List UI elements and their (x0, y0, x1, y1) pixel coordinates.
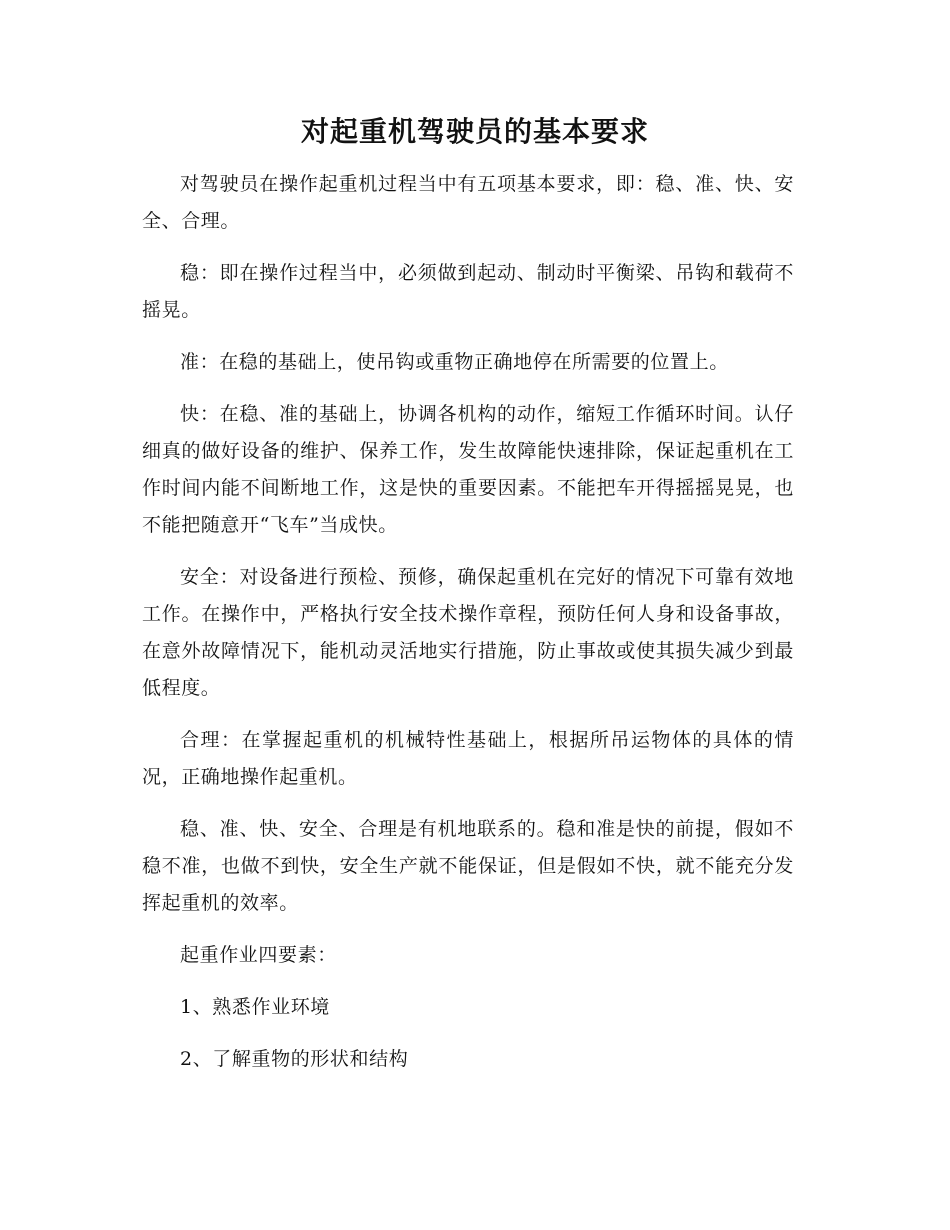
document-body (142, 166, 794, 1093)
document-title: 对起重机驾驶员的基本要求 (300, 115, 649, 148)
paragraph-summary: 稳、准、快、安全、合理是有机地联系的。稳和准是快的前提，假如不稳不准，也做不到快，安全生产就不能保证，但是假如不快，就不能充分发挥起重机的效率。 (142, 818, 794, 914)
paragraph-reasonable: 合理：在掌握起重机的机械特性基础上，根据所吊运物体的具体的情况，正确地操作起重机。 (142, 729, 794, 788)
list-item-1: 1、熟悉作业环境 (180, 996, 330, 1018)
paragraph-accurate: 准：在稳的基础上，使吊钩或重物正确地停在所需要的位置上。 (180, 351, 729, 373)
paragraph-fast: 快：在稳、准的基础上，协调各机构的动作，缩短工作循环时间。认仔细真的做好设备的维护、保养工作，发生故障能快速排除，保证起重机在工作时间内能不间断地工作，这是快的重要因素。不能把车开得摇摇晃晃，也不能把随意开“飞车”当成快。 (142, 403, 794, 536)
paragraph-four-elements-heading: 起重作业四要素： (180, 944, 337, 966)
paragraph-stable: 稳：即在操作过程当中，必须做到起动、制动时平衡梁、吊钩和载荷不摇晃。 (142, 262, 794, 321)
list-item-2: 2、了解重物的形状和结构 (180, 1048, 409, 1070)
paragraph-safety: 安全：对设备进行预检、预修，确保起重机在完好的情况下可靠有效地工作。在操作中，严格执行安全技术操作章程，预防任何人身和设备事故，在意外故障情况下，能机动灵活地实行措施，防止事故或使其损失减少到最低程度。 (142, 566, 794, 699)
paragraph-intro: 对驾驶员在操作起重机过程当中有五项基本要求，即：稳、准、快、安全、合理。 (142, 173, 794, 232)
